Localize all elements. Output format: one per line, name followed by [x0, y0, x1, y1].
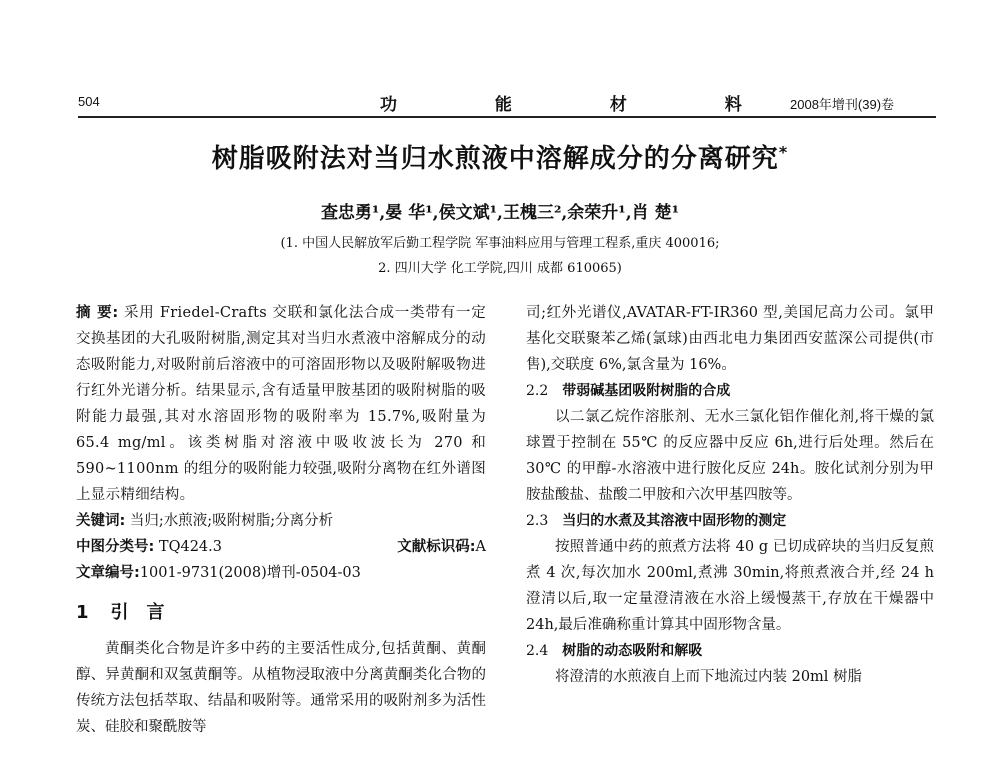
- doc-code: [397, 534, 486, 560]
- keywords-label: 关键词:: [76, 513, 126, 529]
- materials-paragraph: 司;红外光谱仪,AVATAR-FT-IR360 型,美国尼高力公司。氯甲基化交联聚苯乙烯(氯球)由西北电力集团西安蓝深公司提供(市售),交联度 6%,氯含量为 16%。: [526, 305, 934, 373]
- classification-line: [76, 534, 486, 560]
- section-1-number: 1: [76, 602, 89, 623]
- affiliation-line-2: 2. 四川大学 化工学院,四川 成都 610065): [378, 261, 622, 276]
- journal-name: 功 能 材 料: [380, 95, 788, 115]
- article-number-value: 1001-9731(2008)增刊-0504-03: [139, 565, 361, 581]
- section-2-4-title: 树脂的动态吸附和解吸: [562, 643, 703, 659]
- section-1-title: 引言: [110, 602, 183, 623]
- paper-title-text: 树脂吸附法对当归水煎液中溶解成分的分离研究: [211, 144, 779, 174]
- section-1-paragraph: 黄酮类化合物是许多中药的主要活性成分,包括黄酮、黄酮醇、异黄酮和双氢黄酮等。从植物浸取液中分离黄酮类化合物的传统方法包括萃取、结晶和吸附等。通常采用的吸附剂多为活性炭、硅胶和聚酰胺等: [76, 641, 486, 735]
- section-2-2-paragraph: 以二氯乙烷作溶胀剂、无水三氯化铝作催化剂,将干燥的氯球置于控制在 55℃ 的反应器中反应 6h,进行后处理。然后在 30℃ 的甲醇-水溶液中进行胺化反应 24h。胺化试剂分别为甲胺盐酸盐、盐酸二甲胺和六次甲基四胺等。: [526, 409, 934, 503]
- clc-label: 中图分类号:: [76, 539, 155, 555]
- left-column: [76, 300, 486, 740]
- doc-code-label: 文献标识码:: [397, 539, 476, 555]
- section-2-3-heading: [526, 508, 934, 534]
- article-number-label: 文章编号:: [76, 565, 140, 581]
- title-footnote-mark: *: [778, 142, 789, 162]
- right-column: [526, 300, 934, 690]
- page-number: 504: [78, 94, 100, 109]
- affiliation-line-1: (1. 中国人民解放军后勤工程学院 军事油料应用与管理工程系,重庆 400016;: [280, 236, 720, 251]
- article-number: [76, 560, 486, 586]
- abstract-text: 采用 Friedel-Crafts 交联和氯化法合成一类带有一定交换基团的大孔吸附树脂,测定其对当归水煮液中溶解成分的动态吸附能力,对吸附前后溶液中的可溶固形物以及吸附解吸物进行红外光谱分析。结果显示,含有适量甲胺基团的吸附树脂的吸附能力最强,其对水溶固形物的吸附率为 15.7%,吸附量为 65.4 mg/ml。该类树脂对溶液中吸收波长为 270 和 590~1100nm 的组分的吸附能力较强,吸附分离物在红外谱图上显示精细结构。: [76, 305, 487, 503]
- author-list: 查忠勇¹,晏 华¹,侯文斌¹,王槐三²,余荣升¹,肖 楚¹: [320, 203, 680, 223]
- section-2-2-number: 2.2: [526, 383, 549, 399]
- section-2-3-title: 当归的水煮及其溶液中固形物的测定: [562, 513, 787, 529]
- issue-info: 2008年增刊(39)卷: [790, 97, 895, 112]
- section-2-3-number: 2.3: [526, 513, 549, 529]
- section-1-heading: [76, 600, 486, 626]
- abstract-label: 摘 要:: [76, 305, 119, 321]
- section-2-4-paragraph: 将澄清的水煎液自上而下地流过内装 20ml 树脂: [555, 669, 863, 685]
- keywords-text: 当归;水煎液;吸附树脂;分离分析: [129, 513, 334, 529]
- section-2-2-heading: [526, 378, 934, 404]
- doc-code-value: A: [475, 539, 486, 555]
- header-rule: [78, 116, 936, 118]
- clc-value: TQ424.3: [158, 539, 222, 555]
- section-2-4-heading: [526, 638, 934, 664]
- paper-title: [130, 138, 870, 175]
- section-2-3-paragraph: 按照普通中药的煎煮方法将 40 g 已切成碎块的当归反复煎煮 4 次,每次加水 200ml,煮沸 30min,将煎煮液合并,经 24 h 澄清以后,取一定量澄清液在水浴上缓慢蒸干,存放在干燥器中 24h,最后准确称重计算其中固形物含量。: [526, 539, 934, 633]
- abstract: [76, 300, 486, 508]
- keywords: [76, 508, 486, 534]
- section-2-2-title: 带弱碱基团吸附树脂的合成: [562, 383, 731, 399]
- section-2-4-number: 2.4: [526, 643, 549, 659]
